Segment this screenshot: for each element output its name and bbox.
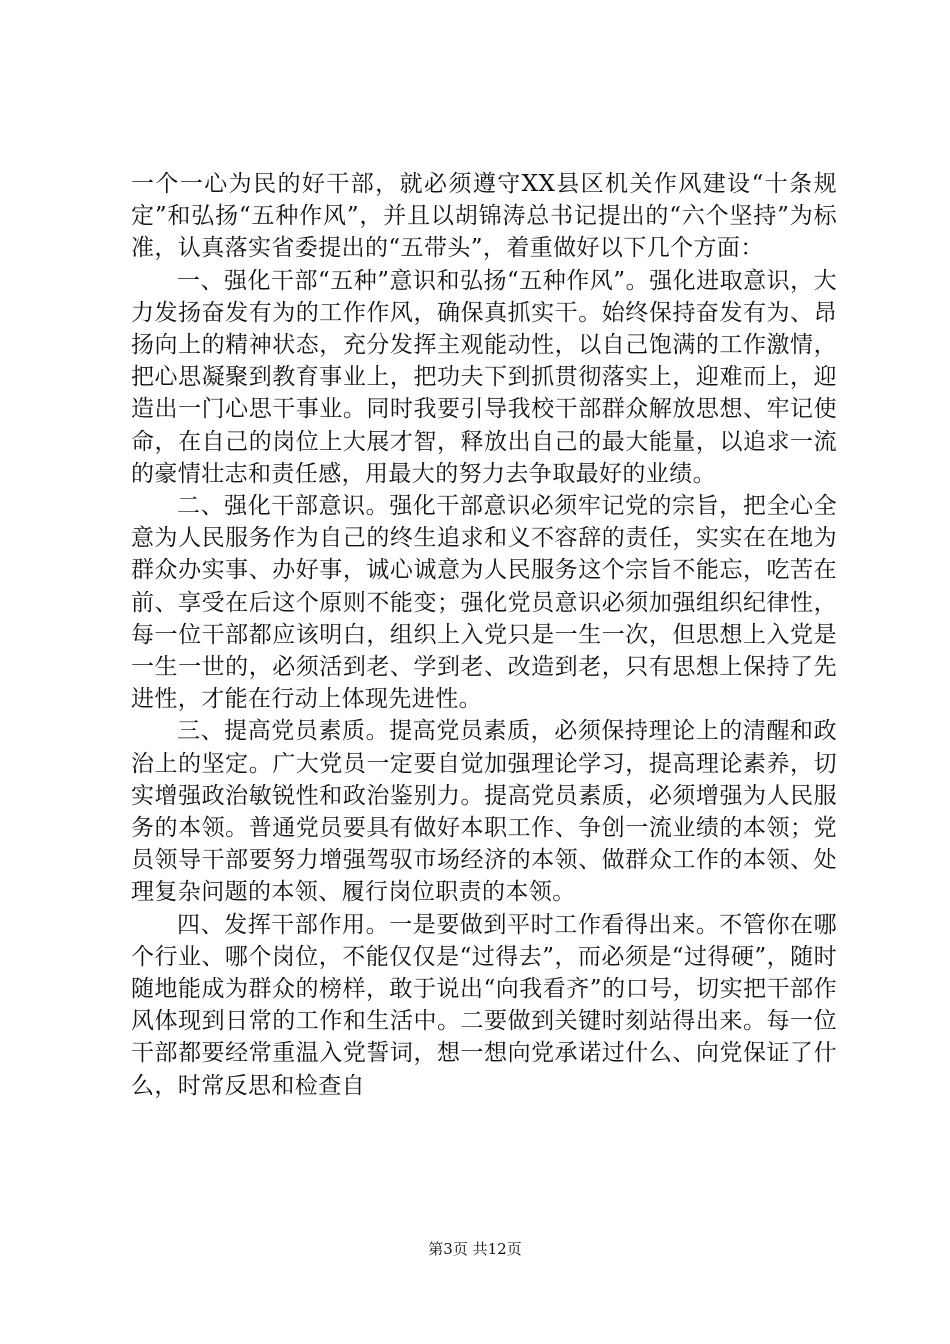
paragraph-section-4: 四、发挥干部作用。一是要做到平时工作看得出来。不管你在哪个行业、哪个岗位，不能仅仅是“过得去”，而必须是“过得硬”，随时随地能成为群众的榜样，敢于说出“向我看齐”的口号，切实把干部作风体现到日常的工作和生活中。二要做到关键时刻站得出来。每一位干部都要经常重温入党誓词，想一想向党承诺过什么、向党保证了什么，时常反思和检查自 xyxy=(131,911,837,1099)
paragraph-section-1: 一、强化干部“五种”意识和弘扬“五种作风”。强化进取意识，大力发扬奋发有为的工作作风，确保真抓实干。始终保持奋发有为、昂扬向上的精神状态，充分发挥主观能动性，以自己饱满的工作激情，把心思凝聚到教育事业上，把功夫下到抓贯彻落实上，迎难而上，迎造出一门心思干事业。同时我要引导我校干部群众解放思想、牢记使命，在自己的岗位上大展才智，释放出自己的最大能量，以追求一流的豪情壮志和责任感，用最大的努力去争取最好的业绩。 xyxy=(131,267,837,487)
paragraph-section-3: 三、提高党员素质。提高党员素质，必须保持理论上的清醒和政治上的坚定。广大党员一定要自觉加强理论学习，提高理论素养，切实增强政治敏锐性和政治鉴别力。提高党员素质，必须增强为人民服务的本领。普通党员要具有做好本职工作、争创一流业绩的本领；党员领导干部要努力增强驾驭市场经济的本领、做群众工作的本领、处理复杂问题的本领、履行岗位职责的本领。 xyxy=(131,718,837,906)
document-body xyxy=(131,168,837,1102)
page-number-footer: 第3页 共12页 xyxy=(428,1240,522,1258)
paragraph-section-2: 二、强化干部意识。强化干部意识必须牢记党的宗旨，把全心全意为人民服务作为自己的终生追求和义不容辞的责任，实实在在地为群众办实事、办好事，诚心诚意为人民服务这个宗旨不能忘，吃苦在前、享受在后这个原则不能变；强化党员意识必须加强组织纪律性，每一位干部都应该明白，组织上入党只是一生一次，但思想上入党是一生一世的，必须活到老、学到老、改造到老，只有思想上保持了先进性，才能在行动上体现先进性。 xyxy=(131,493,837,713)
paragraph-intro: 一个一心为民的好干部，就必须遵守XX县区机关作风建设“十条规定”和弘扬“五种作风”，并且以胡锦涛总书记提出的“六个坚持”为标准，认真落实省委提出的“五带头”，着重做好以下几个方面： xyxy=(131,171,837,262)
